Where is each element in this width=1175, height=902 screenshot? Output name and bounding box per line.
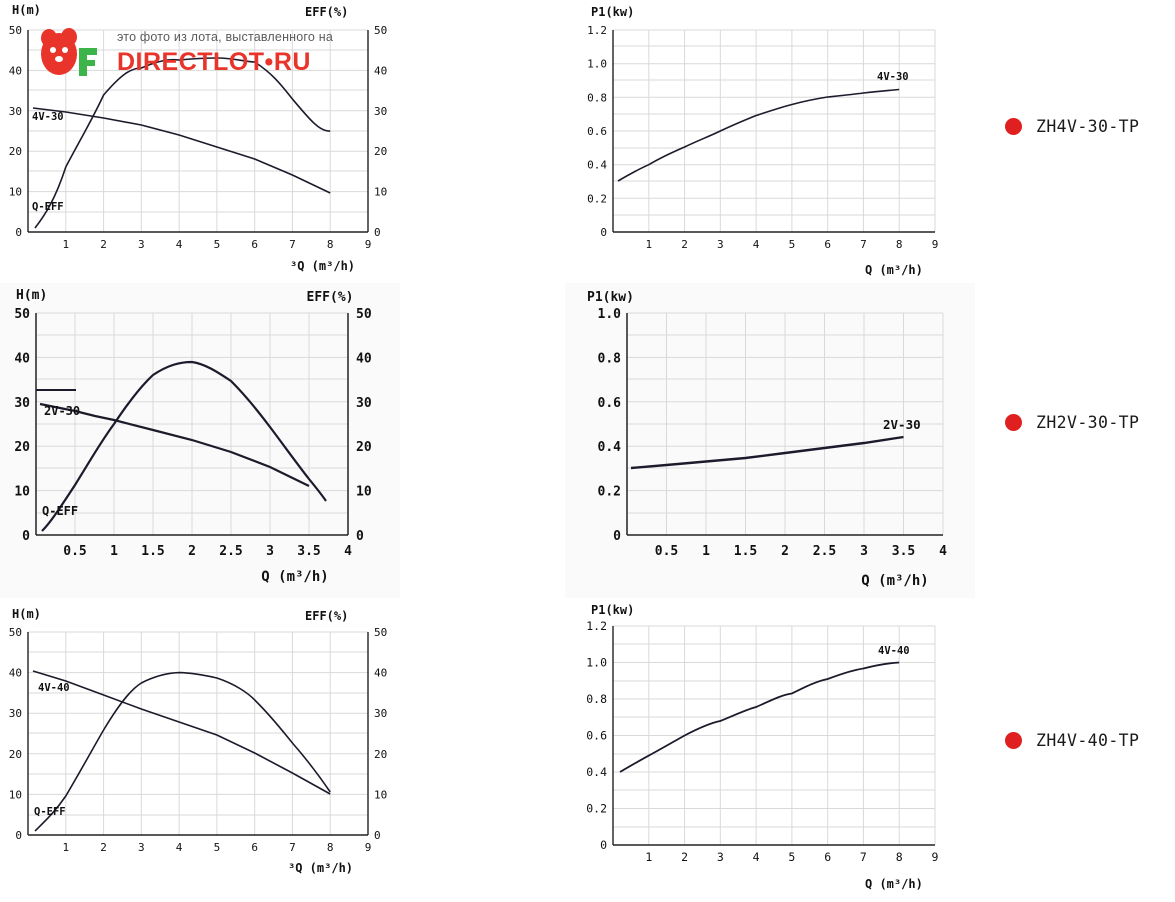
svg-text:Q-EFF: Q-EFF — [42, 504, 79, 518]
svg-text:0: 0 — [22, 529, 30, 544]
svg-text:0: 0 — [600, 226, 607, 239]
svg-text:P1(kw): P1(kw) — [587, 290, 634, 305]
svg-text:4V-40: 4V-40 — [38, 682, 70, 694]
svg-text:H(m): H(m) — [12, 3, 41, 17]
svg-text:50: 50 — [8, 24, 22, 37]
chart-row-2v30 — [0, 285, 1175, 600]
svg-text:0: 0 — [600, 838, 607, 852]
svg-text:0.6: 0.6 — [587, 125, 607, 138]
chart-2v30-head-eff — [0, 285, 400, 600]
legend-label: ZH4V-30-TP — [1036, 117, 1140, 136]
svg-text:EFF(%): EFF(%) — [305, 609, 349, 623]
svg-text:0.8: 0.8 — [597, 351, 621, 367]
svg-text:2: 2 — [100, 238, 107, 251]
svg-text:³Q (m³/h): ³Q (m³/h) — [288, 861, 354, 875]
svg-text:0.4: 0.4 — [586, 765, 607, 779]
svg-text:40: 40 — [374, 666, 388, 680]
svg-text:40: 40 — [374, 64, 388, 78]
svg-text:3.5: 3.5 — [297, 544, 321, 559]
svg-text:0.5: 0.5 — [63, 544, 87, 559]
svg-text:6: 6 — [251, 841, 259, 854]
svg-text:4V-30: 4V-30 — [32, 111, 64, 123]
svg-text:1: 1 — [702, 544, 710, 559]
svg-text:3: 3 — [716, 850, 724, 864]
svg-text:2.5: 2.5 — [219, 544, 243, 559]
svg-text:20: 20 — [374, 145, 388, 159]
svg-text:Q (m³/h): Q (m³/h) — [865, 263, 923, 277]
svg-text:10: 10 — [374, 185, 388, 199]
svg-text:H(m): H(m) — [16, 288, 48, 303]
bullet-icon — [1005, 732, 1022, 749]
svg-text:0.8: 0.8 — [586, 692, 607, 706]
svg-text:1.5: 1.5 — [141, 544, 165, 559]
svg-text:0.8: 0.8 — [587, 91, 607, 105]
chart-4v30-power — [565, 0, 975, 285]
svg-text:EFF(%): EFF(%) — [305, 5, 349, 19]
svg-text:7: 7 — [289, 238, 296, 251]
svg-text:7: 7 — [860, 238, 867, 251]
svg-text:1: 1 — [645, 850, 653, 864]
svg-text:4V-40: 4V-40 — [878, 645, 910, 657]
svg-text:10: 10 — [14, 484, 30, 500]
svg-text:1.2: 1.2 — [586, 619, 607, 633]
svg-text:50: 50 — [14, 307, 30, 322]
svg-text:6: 6 — [824, 850, 832, 864]
svg-text:1: 1 — [110, 544, 118, 559]
svg-text:30: 30 — [8, 707, 22, 721]
chart-4v30-head-eff — [0, 0, 400, 285]
svg-text:8: 8 — [326, 841, 334, 854]
svg-text:1: 1 — [645, 238, 653, 251]
svg-text:30: 30 — [374, 104, 388, 118]
svg-text:1.0: 1.0 — [587, 57, 607, 71]
svg-text:3: 3 — [137, 841, 145, 854]
svg-text:2: 2 — [681, 850, 689, 864]
svg-text:Q (m³/h): Q (m³/h) — [861, 573, 929, 589]
svg-text:4: 4 — [344, 544, 352, 559]
svg-text:0.2: 0.2 — [587, 192, 607, 206]
svg-text:3: 3 — [137, 238, 145, 251]
svg-text:4: 4 — [752, 850, 760, 864]
svg-text:0.2: 0.2 — [597, 484, 621, 500]
svg-text:0.4: 0.4 — [587, 158, 607, 172]
svg-text:10: 10 — [374, 788, 388, 802]
svg-text:2: 2 — [781, 544, 789, 559]
svg-text:4V-30: 4V-30 — [877, 71, 909, 83]
chart-4v40-power — [565, 600, 975, 902]
svg-text:40: 40 — [356, 351, 372, 367]
chart-4v40-head-eff — [0, 600, 400, 902]
svg-text:20: 20 — [14, 440, 30, 456]
legend-label: ZH4V-40-TP — [1036, 731, 1140, 750]
svg-text:20: 20 — [8, 145, 22, 159]
svg-text:0.4: 0.4 — [597, 440, 621, 456]
svg-text:5: 5 — [213, 841, 221, 854]
svg-text:10: 10 — [8, 185, 22, 199]
svg-text:1: 1 — [62, 238, 70, 251]
svg-text:3.5: 3.5 — [891, 544, 916, 559]
svg-text:30: 30 — [356, 395, 372, 411]
svg-text:3: 3 — [716, 238, 724, 251]
svg-text:4: 4 — [939, 544, 947, 559]
svg-text:0.2: 0.2 — [586, 801, 607, 816]
svg-text:2: 2 — [681, 238, 688, 251]
svg-text:40: 40 — [8, 666, 22, 680]
svg-text:Q (m³/h): Q (m³/h) — [865, 877, 923, 891]
svg-text:0: 0 — [374, 226, 381, 239]
svg-text:EFF(%): EFF(%) — [306, 290, 354, 305]
svg-text:2V-30: 2V-30 — [883, 417, 921, 432]
svg-text:8: 8 — [895, 850, 903, 864]
svg-text:H(m): H(m) — [12, 607, 41, 621]
svg-text:5: 5 — [213, 238, 221, 251]
svg-text:0.5: 0.5 — [654, 544, 679, 559]
svg-text:10: 10 — [356, 484, 372, 500]
watermark-tld: RU — [273, 48, 311, 76]
svg-text:5: 5 — [788, 850, 796, 864]
legend-item-zh2v-30-tp — [1005, 413, 1139, 432]
svg-text:0: 0 — [613, 529, 621, 544]
svg-text:9: 9 — [931, 850, 939, 864]
svg-text:50: 50 — [8, 626, 22, 639]
bullet-icon — [1005, 414, 1022, 431]
svg-text:³Q (m³/h): ³Q (m³/h) — [290, 259, 356, 273]
svg-text:1.0: 1.0 — [597, 307, 621, 322]
svg-text:0: 0 — [15, 829, 22, 842]
svg-text:3: 3 — [860, 544, 868, 559]
svg-text:6: 6 — [824, 238, 832, 251]
svg-text:Q-EFF: Q-EFF — [34, 806, 66, 818]
svg-text:4: 4 — [752, 238, 760, 251]
svg-text:40: 40 — [14, 351, 30, 367]
watermark-line1: это фото из лота, выставленного на — [117, 30, 333, 44]
svg-text:50: 50 — [356, 307, 372, 322]
svg-text:5: 5 — [788, 238, 796, 251]
svg-text:1: 1 — [62, 841, 70, 854]
svg-text:40: 40 — [8, 64, 22, 78]
svg-text:2.5: 2.5 — [812, 544, 837, 559]
legend-item-zh4v-40-tp — [1005, 731, 1139, 750]
chart-2v30-power — [565, 285, 975, 600]
svg-text:P1(kw): P1(kw) — [591, 5, 635, 19]
svg-text:7: 7 — [859, 850, 867, 864]
svg-text:1.0: 1.0 — [586, 655, 607, 670]
svg-text:2: 2 — [188, 544, 196, 559]
svg-text:1.2: 1.2 — [587, 24, 607, 37]
chart-row-4v40 — [0, 600, 1175, 902]
svg-text:3: 3 — [266, 544, 274, 559]
svg-text:9: 9 — [364, 841, 372, 854]
legend-label: ZH2V-30-TP — [1036, 413, 1140, 432]
svg-text:0.6: 0.6 — [586, 728, 607, 743]
bullet-icon — [1005, 118, 1022, 135]
svg-text:4: 4 — [175, 841, 183, 854]
svg-text:1.5: 1.5 — [733, 544, 758, 559]
svg-text:30: 30 — [14, 395, 30, 411]
svg-text:Q-EFF: Q-EFF — [32, 201, 64, 213]
watermark-dot: • — [264, 48, 274, 76]
svg-text:50: 50 — [374, 24, 388, 37]
svg-text:0: 0 — [356, 529, 364, 544]
svg-text:9: 9 — [364, 238, 372, 251]
legend-item-zh4v-30-tp — [1005, 117, 1139, 136]
svg-text:8: 8 — [326, 238, 334, 251]
svg-text:Q (m³/h): Q (m³/h) — [261, 569, 329, 585]
svg-text:4: 4 — [175, 238, 183, 251]
svg-text:2: 2 — [100, 841, 107, 854]
svg-text:10: 10 — [8, 788, 22, 802]
svg-text:20: 20 — [356, 440, 372, 456]
svg-text:20: 20 — [374, 747, 388, 761]
svg-text:2V-30: 2V-30 — [44, 404, 81, 418]
svg-text:6: 6 — [251, 238, 259, 251]
svg-text:7: 7 — [289, 841, 296, 854]
watermark-brand: DIRECTLOT — [117, 48, 265, 76]
svg-text:0: 0 — [15, 226, 22, 239]
svg-text:20: 20 — [8, 747, 22, 761]
svg-text:50: 50 — [374, 626, 388, 639]
svg-text:8: 8 — [895, 238, 903, 251]
chart-row-4v30 — [0, 0, 1175, 285]
svg-text:9: 9 — [931, 238, 939, 251]
svg-text:P1(kw): P1(kw) — [591, 603, 635, 617]
svg-text:0: 0 — [374, 829, 381, 842]
svg-text:0.6: 0.6 — [597, 395, 621, 411]
svg-text:30: 30 — [374, 707, 388, 721]
svg-text:30: 30 — [8, 104, 22, 118]
